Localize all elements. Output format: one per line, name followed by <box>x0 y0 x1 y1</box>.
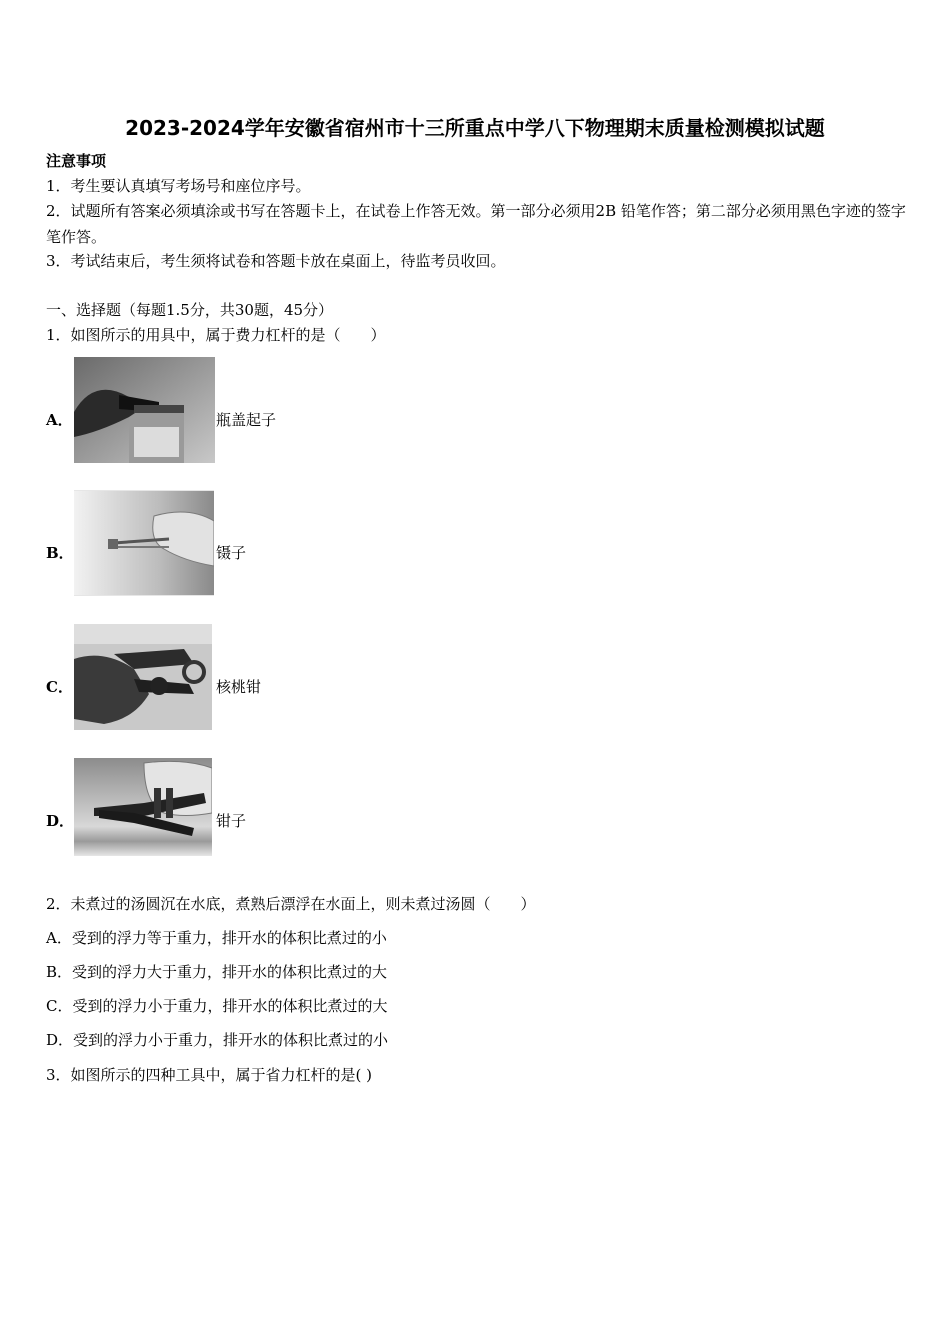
q1-option-b-label: 镊子 <box>216 544 247 562</box>
notice-item-3: 3．考试结束后，考生须将试卷和答题卡放在桌面上，待监考员收回。 <box>46 252 506 270</box>
section-heading: 一、选择题（每题1.5分，共30题，45分） <box>46 301 334 319</box>
bottle-opener-image <box>74 357 215 463</box>
tweezers-image <box>74 490 214 596</box>
nutcracker-illustration <box>74 624 212 730</box>
question-3-stem: 3．如图所示的四种工具中，属于省力杠杆的是( ) <box>46 1066 373 1084</box>
question-1-stem: 1．如图所示的用具中，属于费力杠杆的是（ ） <box>46 326 386 344</box>
q1-option-c-letter: C． <box>46 678 73 696</box>
q1-option-d-label: 钳子 <box>216 812 247 830</box>
q2-option-d: D．受到的浮力小于重力，排开水的体积比煮过的小 <box>46 1031 389 1049</box>
notice-item-1: 1．考生要认真填写考场号和座位序号。 <box>46 177 311 195</box>
q1-option-d-letter: D． <box>46 812 75 830</box>
exam-title: 2023-2024学年安徽省宿州市十三所重点中学八下物理期末质量检测模拟试题 <box>125 116 825 140</box>
q1-option-b-letter: B． <box>46 544 74 562</box>
pliers-illustration <box>74 758 212 856</box>
q1-option-c-label: 核桃钳 <box>216 678 262 696</box>
q2-option-c: C．受到的浮力小于重力，排开水的体积比煮过的大 <box>46 997 388 1015</box>
q1-option-a-label: 瓶盖起子 <box>216 411 277 429</box>
q2-option-a: A．受到的浮力等于重力，排开水的体积比煮过的小 <box>46 929 387 947</box>
notice-heading: 注意事项 <box>46 152 107 170</box>
notice-item-2: 2．试题所有答案必须填涂或书写在答题卡上，在试卷上作答无效。第一部分必须用2B 铅笔作答；第二部分必须用黑色字迹的签字笔作答。 <box>46 202 906 246</box>
tweezers-illustration <box>74 490 214 596</box>
q2-option-b: B．受到的浮力大于重力，排开水的体积比煮过的大 <box>46 963 388 981</box>
question-2-stem: 2．未煮过的汤圆沉在水底，煮熟后漂浮在水面上，则未煮过汤圆（ ） <box>46 895 536 913</box>
bottle-opener-illustration <box>74 357 215 463</box>
nutcracker-image <box>74 624 212 730</box>
pliers-image <box>74 758 212 856</box>
q1-option-a-letter: A． <box>46 411 73 429</box>
